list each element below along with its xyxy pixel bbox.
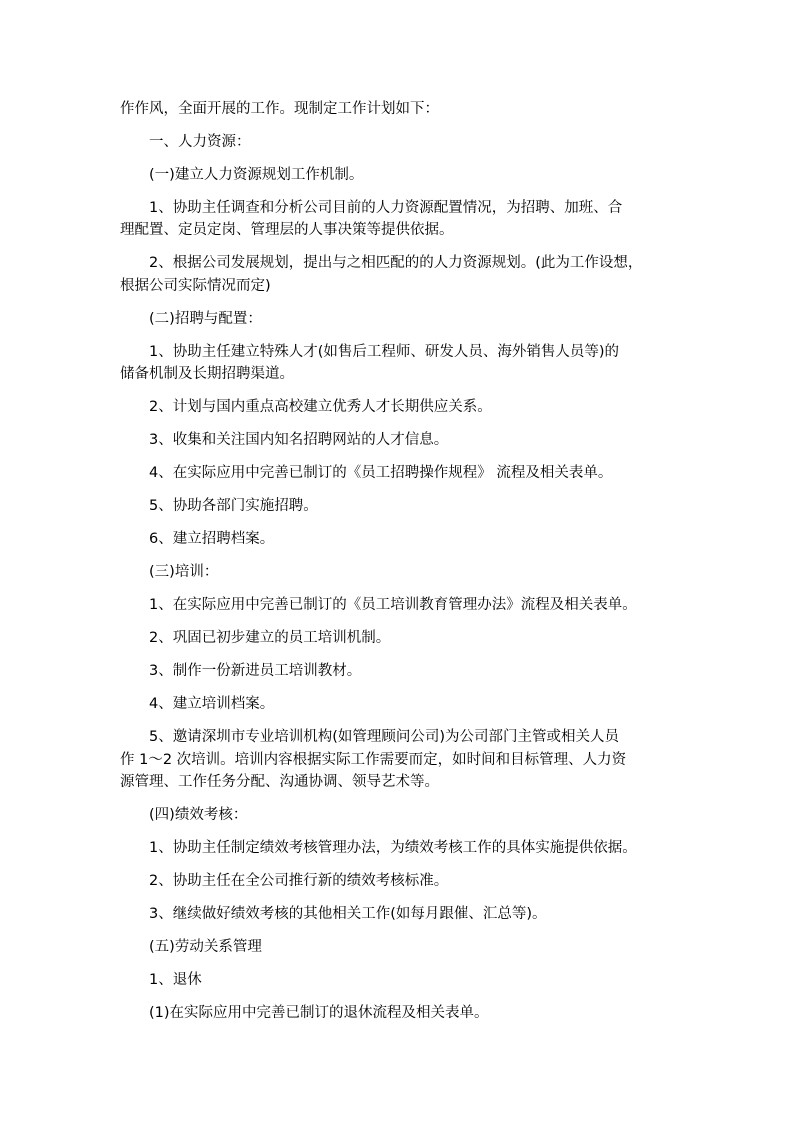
body-text: 1、退休 (149, 972, 202, 988)
body-text: 1、协助主任制定绩效考核管理办法，为绩效考核工作的具体实施提供依据。 (149, 840, 637, 856)
body-text: 5、邀请深圳市专业培训机构(如管理顾问公司)为公司部门主管或相关人员 (149, 729, 620, 745)
subsection-heading: (三)培训： (149, 564, 219, 580)
body-text: 6、建立招聘档案。 (149, 531, 275, 547)
subsection-heading: (二)招聘与配置： (149, 311, 262, 327)
body-text: (1)在实际应用中完善已制订的退休流程及相关表单。 (149, 1005, 489, 1021)
subsection-heading: (五)劳动关系管理 (149, 939, 262, 955)
body-text: 3、继续做好绩效考核的其他相关工作(如每月跟催、汇总等)。 (149, 906, 547, 922)
body-text: 理配置、定员定岗、管理层的人事决策等提供依据。 (120, 222, 454, 238)
body-text: 源管理、工作任务分配、沟通协调、领导艺术等。 (120, 774, 439, 790)
subsection-heading: (四)绩效考核： (149, 807, 248, 823)
body-text: 5、协助各部门实施招聘。 (149, 498, 318, 514)
body-text: 作 1～2 次培训。培训内容根据实际工作需要而定，如时间和目标管理、人力资 (120, 752, 627, 768)
body-text: 1、协助主任建立特殊人才(如售后工程师、研发人员、海外销售人员等)的 (149, 344, 620, 360)
body-text: 储备机制及长期招聘渠道。 (120, 366, 294, 382)
body-text: 2、协助主任在全公司推行新的绩效考核标准。 (149, 873, 449, 889)
body-text: 1、协助主任调查和分析公司目前的人力资源配置情况，为招聘、加班、合 (149, 200, 623, 216)
body-text: 4、建立培训档案。 (149, 696, 275, 712)
body-text: 4、在实际应用中完善已制订的《员工招聘操作规程》 流程及相关表单。 (149, 465, 613, 481)
body-text: 作作风，全面开展的工作。现制定工作计划如下： (120, 101, 439, 117)
section-heading: 一、人力资源： (149, 134, 251, 150)
body-text: 2、计划与国内重点高校建立优秀人才长期供应关系。 (149, 399, 492, 415)
body-text: 3、收集和关注国内知名招聘网站的人才信息。 (149, 432, 449, 448)
body-text: 根据公司实际情况而定) (120, 278, 271, 294)
body-text: 2、巩固已初步建立的员工培训机制。 (149, 630, 391, 646)
body-text: 1、在实际应用中完善已制订的《员工培训教育管理办法》流程及相关表单。 (149, 597, 637, 613)
body-text: 3、制作一份新进员工培训教材。 (149, 663, 362, 679)
body-text: 2、根据公司发展规划，提出与之相匹配的的人力资源规划。(此为工作设想， (149, 255, 643, 271)
subsection-heading: (一)建立人力资源规划工作机制。 (149, 167, 364, 183)
